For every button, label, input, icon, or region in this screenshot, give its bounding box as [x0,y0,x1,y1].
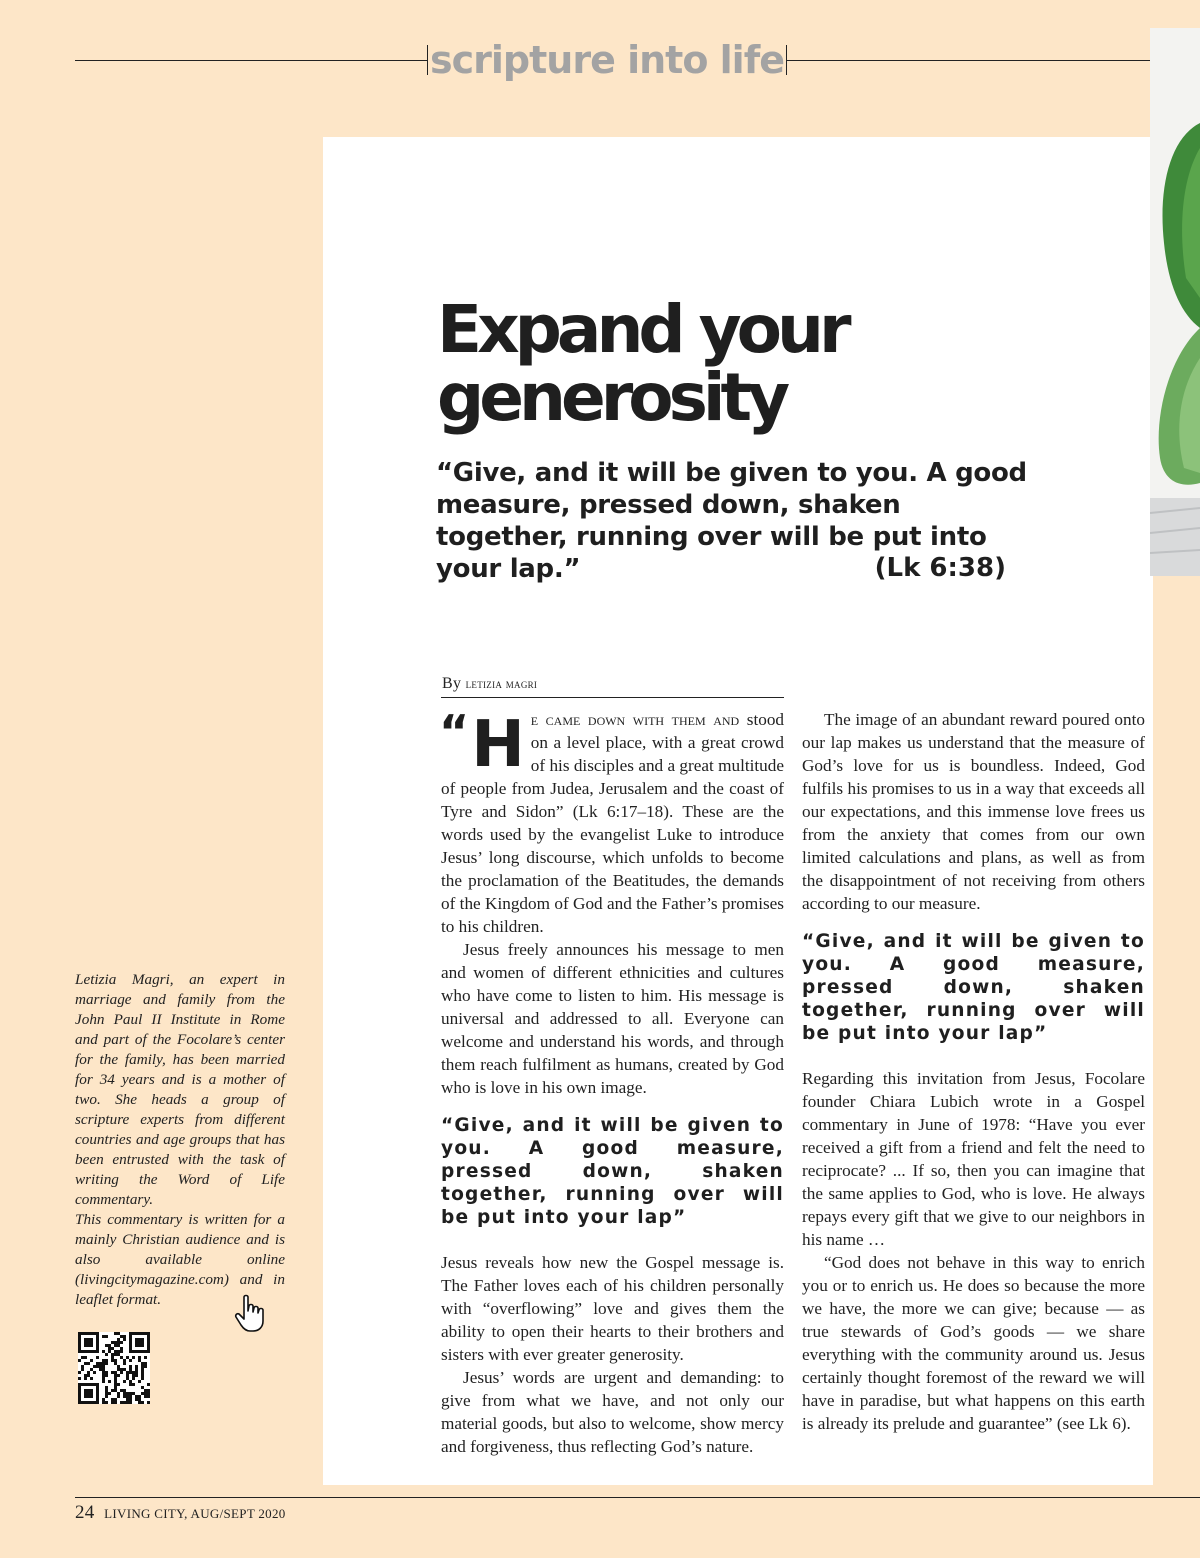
lead-smallcaps: e came down with them and [530,710,740,729]
issue-date: AUG/SEPT 2020 [190,1506,286,1521]
article-column-1 [439,705,785,1458]
paragraph-1 [439,705,785,938]
headline-line-1: Expand your [437,291,847,368]
headline-line-2: generosity [437,359,786,436]
publication-name: LIVING CITY, [104,1506,188,1521]
header-tick-left [427,45,428,75]
byline-prefix: By [442,675,462,692]
qr-code-icon[interactable] [78,1332,150,1404]
paragraph-6: Regarding this invitation from Jesus, Focolare founder Chiara Lubich wrote in a Gospel commentary in June of 1978: “Have you ever received a gift from a friend and felt the need to reciprocate? ... If so, then you can imagine that the same applies to God, who is love. He always repays every gift that we give to our neighbors in his name … [802,1069,1145,1249]
scripture-quote: “Give, and it will be given to you. A good measure, pressed down, shaken together, running over will be put into your lap.” [436,458,1027,584]
paragraph-5: The image of an abundant reward poured onto our lap makes us understand that the measure of God’s love for us is boundless. Indeed, God fulfils his promises to us in a way that exceeds all our expectations, and this immense love frees us from the anxiety that comes from our own limited calculations and plans, as well as from the disappointment of not receiving from others according to our measure. [802,710,1145,913]
paragraph-4: Jesus’ words are urgent and demanding: to give from what we have, and not only our material goods, but also to welcome, show mercy and forgiveness, thus reflecting God’s nature. [441,1368,784,1456]
page-footer [75,1502,286,1524]
pull-quote-2: “Give, and it will be given to you. A good measure, pressed down, shaken together, running over will be put into your lap” [802,931,1145,1044]
article-headline [437,291,1037,436]
article-column-2 [802,708,1145,1435]
section-title: scripture into life [430,38,785,82]
pull-quote-1: “Give, and it will be given to you. A good measure, pressed down, shaken together, running over will be put into your lap” [441,1115,784,1228]
paragraph-1-text: stood on a level place, with a great crowd of his disciples and a great multitude of people from Judea, Jerusalem and the coast of Tyre and Sidon” (Lk 6:17–18). These are the words used by the evangelist Luke to introduce Jesus’ long discourse, which unfolds to become the proclamation of the Beatitudes, the demands of the Kingdom of God and the Father’s promises to his children. [441,710,785,936]
byline [442,675,537,693]
byline-rule [441,697,784,698]
hand-pointer-icon[interactable] [234,1294,268,1334]
byline-name: letizia magri [465,676,538,691]
footer-rule [75,1497,1200,1498]
author-bio-text: Letizia Magri, an expert in marriage and family from the John Paul II Institute in Rome and part of the Focolare’s center for the family, has been married for 34 years and is a mother of two. She heads a group of scripture experts from different countries and age groups that has been entrusted with the task of writing the Word of Life commentary. [75,971,285,1208]
page-number: 24 [75,1502,95,1523]
paragraph-3: Jesus reveals how new the Gospel message is. The Father loves each of his children personally with “overflowing” love and gives them the ability to open their hearts to their brothers and sisters with ever greater generosity. [441,1253,784,1364]
commentary-note: This commentary is written for a mainly Christian audience and is also available online (livingcitymagazine.com) and in leaflet format. [75,1211,285,1308]
header-rule-right [787,60,1150,61]
header-rule-left [75,60,427,61]
drop-cap: H [471,708,525,782]
scripture-reference: (Lk 6:38) [874,553,1006,583]
leaf-photo [1150,28,1200,576]
paragraph-2: Jesus freely announces his message to men and women of different ethnicities and cultures who have come to listen to him. His message is universal and addressed to all. Everyone can welcome and understand his words, and through them reach fulfilment as humans, created by God who is love in his own image. [441,940,784,1097]
author-bio [75,970,285,1310]
drop-quote-mark: “ [439,705,470,759]
paragraph-7: “God does not behave in this way to enrich you or to enrich us. He does so because the more we have, the more we can give; because — as true stewards of God’s goods — we share everything with the community around us. Jesus certainly thought foremost of the reward we will have in paradise, but what happens on this earth is already its prelude and guarantee” (see Lk 6). [802,1253,1145,1433]
